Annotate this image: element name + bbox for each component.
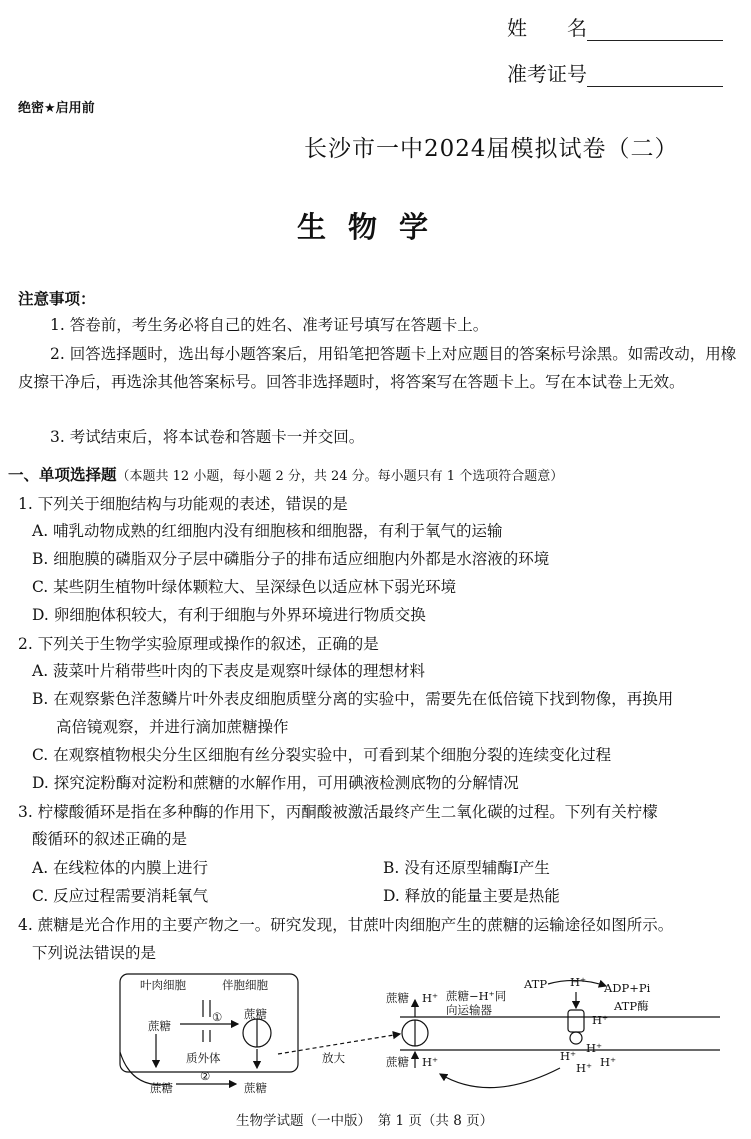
note-item-3: 3. 考试结束后，将本试卷和答题卡一并交回。 — [50, 428, 365, 446]
label-apoplast: 质外体 — [186, 1051, 221, 1065]
exam-title: 长沙市一中2024届模拟试卷（二） — [304, 136, 679, 162]
name-label: 姓 名 — [507, 16, 587, 40]
question-1-option-a[interactable]: A. 哺乳动物成熟的红细胞内没有细胞核和细胞器，有利于氧气的运输 — [32, 522, 503, 540]
label-h-bottom-1: H⁺ — [560, 1049, 577, 1063]
name-input-line[interactable] — [587, 19, 723, 41]
label-h-bottom-4: H⁺ — [600, 1055, 617, 1069]
atpase-shape — [568, 1010, 584, 1032]
label-h-atpase-right: H⁺ — [592, 1013, 609, 1027]
question-2-option-d[interactable]: D. 探究淀粉酶对淀粉和蔗糖的水解作用，可用碘液检测底物的分解情况 — [32, 774, 519, 792]
question-3-option-b[interactable]: B. 没有还原型辅酶Ⅰ产生 — [383, 859, 550, 877]
section-heading-row — [8, 462, 563, 490]
label-sucrose-companion: 蔗糖 — [244, 1007, 267, 1021]
question-3-option-a[interactable]: A. 在线粒体的内膜上进行 — [32, 859, 209, 877]
label-adp-pi: ADP+Pi — [604, 981, 651, 995]
question-2-option-a[interactable]: A. 菠菜叶片稍带些叶肉的下表皮是观察叶绿体的理想材料 — [32, 662, 426, 680]
label-cotransporter-1: 蔗糖−H⁺同 — [446, 989, 507, 1003]
label-sucrose-top: 蔗糖 — [386, 991, 409, 1005]
page-footer: 生物学试题（一中版） 第 1 页（共 8 页） — [236, 1113, 494, 1129]
exam-id-input-line[interactable] — [587, 65, 723, 87]
label-h-atpase-top: H⁺ — [570, 975, 587, 989]
label-cotransporter-2: 向运输器 — [446, 1003, 492, 1017]
label-h-bottom-2: H⁺ — [586, 1041, 603, 1055]
label-atpase: ATP酶 — [614, 999, 649, 1013]
question-2-option-b-cont: 高倍镜观察，并进行滴加蔗糖操作 — [56, 718, 289, 736]
question-1-option-d[interactable]: D. 卵细胞体积较大，有利于细胞与外界环境进行物质交换 — [32, 606, 426, 624]
label-circle-2: ② — [200, 1069, 211, 1083]
label-sucrose-mesophyll: 蔗糖 — [148, 1019, 171, 1033]
question-2-option-c[interactable]: C. 在观察植物根尖分生区细胞有丝分裂实验中，可看到某个细胞分裂的连续变化过程 — [32, 746, 612, 764]
question-1-stem: 1. 下列关于细胞结构与功能观的表述，错误的是 — [18, 495, 348, 513]
question-2-option-b[interactable]: B. 在观察紫色洋葱鳞片叶外表皮细胞质壁分离的实验中，需要先在低倍镜下找到物像，再换用 — [32, 690, 674, 708]
note-item-1: 1. 答卷前，考生务必将自己的姓名、准考证号填写在答题卡上。 — [50, 316, 489, 334]
label-h-lower: H⁺ — [422, 1055, 439, 1069]
exam-id-field-row — [507, 58, 723, 87]
question-3-stem-line2: 酸循环的叙述正确的是 — [32, 830, 188, 848]
label-circle-1: ① — [212, 1010, 223, 1024]
question-4-stem-line2: 下列说法错误的是 — [32, 944, 157, 962]
label-h-bottom-3: H⁺ — [576, 1061, 593, 1075]
label-sucrose-bottom-left: 蔗糖 — [150, 1081, 173, 1095]
question-3-option-d[interactable]: D. 释放的能量主要是热能 — [383, 887, 560, 905]
question-1-option-c[interactable]: C. 某些阴生植物叶绿体颗粒大、呈深绿色以适应林下弱光环境 — [32, 578, 457, 596]
question-3-stem-line1: 3. 柠檬酸循环是指在多种酶的作用下，丙酮酸被激活最终产生二氧化碳的过程。下列有关柠檬 — [18, 803, 658, 821]
section-note: （本题共 12 小题，每小题 2 分，共 24 分。每小题只有 1 个选项符合题意） — [116, 469, 564, 484]
label-companion-cell: 伴胞细胞 — [222, 978, 268, 992]
sucrose-transport-figure — [0, 972, 751, 1102]
question-4-stem-line1: 4. 蔗糖是光合作用的主要产物之一。研究发现，甘蔗叶肉细胞产生的蔗糖的运输途径如图所示。 — [18, 916, 674, 934]
label-mesophyll-cell: 叶肉细胞 — [140, 978, 186, 992]
label-atp: ATP — [524, 977, 548, 991]
question-3-option-c[interactable]: C. 反应过程需要消耗氧气 — [32, 887, 209, 905]
note-item-2: 2. 回答选择题时，选出每小题答案后，用铅笔把答题卡上对应题目的答案标号涂黑。如需改动，用橡皮擦干净后，再选涂其他答案标号。回答非选择题时，将答案写在答题卡上。写在本试卷上无效。 — [18, 345, 737, 391]
label-h-top: H⁺ — [422, 991, 439, 1005]
question-2-stem: 2. 下列关于生物学实验原理或操作的叙述，正确的是 — [18, 635, 379, 653]
name-field-row — [507, 12, 723, 41]
subject-title: 生物学 — [297, 210, 451, 244]
question-1-option-b[interactable]: B. 细胞膜的磷脂双分子层中磷脂分子的排布适应细胞内外都是水溶液的环境 — [32, 550, 550, 568]
secret-label: 绝密★启用前 — [18, 101, 95, 116]
notes-heading: 注意事项： — [18, 290, 96, 308]
section-heading: 一、单项选择题 — [8, 466, 117, 484]
label-enlarge: 放大 — [322, 1051, 345, 1065]
label-sucrose-lower: 蔗糖 — [386, 1055, 409, 1069]
exam-id-label: 准考证号 — [507, 62, 587, 86]
label-sucrose-bottom-right: 蔗糖 — [244, 1081, 267, 1095]
